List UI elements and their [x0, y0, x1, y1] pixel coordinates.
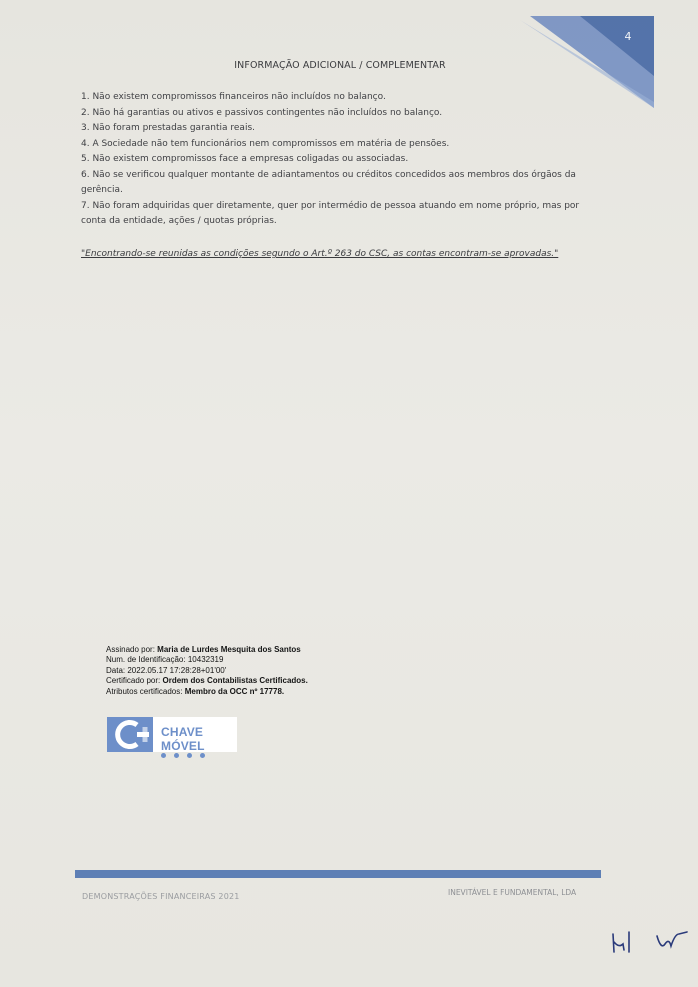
id-value: 10432319	[187, 655, 224, 665]
date-line	[106, 666, 326, 676]
date-label: Data:	[106, 665, 126, 675]
attributes-label: Atributos certificados:	[106, 686, 183, 696]
footer-company-name: INEVITÁVEL E FUNDAMENTAL, LDA	[448, 888, 577, 897]
id-line	[106, 655, 326, 665]
approval-statement: "Encontrando-se reunidas as condições segundo o Art.º 263 do CSC, as contas encontram-se aprovadas."	[81, 249, 559, 259]
digital-signature	[106, 645, 326, 697]
certified-by-line	[106, 676, 326, 686]
date-value: 2022.05.17 17:28:28+01'00'	[127, 665, 227, 675]
attributes-value: Membro da OCC nº 17778.	[184, 686, 285, 696]
certified-by-label: Certificado por:	[106, 676, 161, 686]
signer-name: Maria de Lurdes Mesquita dos Santos	[157, 645, 301, 654]
page-number: 4	[624, 30, 632, 43]
page-title: INFORMAÇÃO ADICIONAL / COMPLEMENTAR	[234, 60, 446, 71]
attributes-line	[106, 687, 326, 697]
chave-logo-text: CHAVE MÓVEL	[161, 725, 205, 753]
handwritten-initials	[605, 920, 695, 960]
chave-dots-icon	[161, 743, 213, 762]
signed-by-line	[106, 645, 326, 655]
chave-c-icon	[107, 717, 153, 752]
notes-list	[81, 90, 601, 230]
note-item: 7. Não foram adquiridas quer diretamente, quer por intermédio de pessoa atuando em nome próprio, mas por conta da entidade, ações / quotas próprias.	[81, 200, 580, 226]
id-label: Num. de Identificação:	[106, 655, 186, 665]
note-item: 5. Não existem compromissos face a empresas coligadas ou associadas.	[81, 154, 409, 164]
note-item: 3. Não foram prestadas garantia reais.	[81, 123, 256, 133]
certified-by-value: Ordem dos Contabilistas Certificados.	[162, 676, 308, 686]
chave-movel-logo	[107, 717, 237, 752]
note-item: 1. Não existem compromissos financeiros não incluídos no balanço.	[81, 92, 386, 102]
footer-divider	[75, 870, 601, 878]
footer-document-title: DEMONSTRAÇÕES FINANCEIRAS 2021	[82, 892, 240, 901]
signed-by-label: Assinado por:	[106, 645, 155, 654]
note-item: 6. Não se verificou qualquer montante de adiantamentos ou créditos concedidos aos membros dos órgãos da gerência.	[81, 169, 576, 195]
note-item: 2. Não há garantias ou ativos e passivos contingentes não incluídos no balanço.	[81, 107, 443, 118]
note-item: 4. A Sociedade não tem funcionários nem compromissos em matéria de pensões.	[81, 138, 450, 149]
